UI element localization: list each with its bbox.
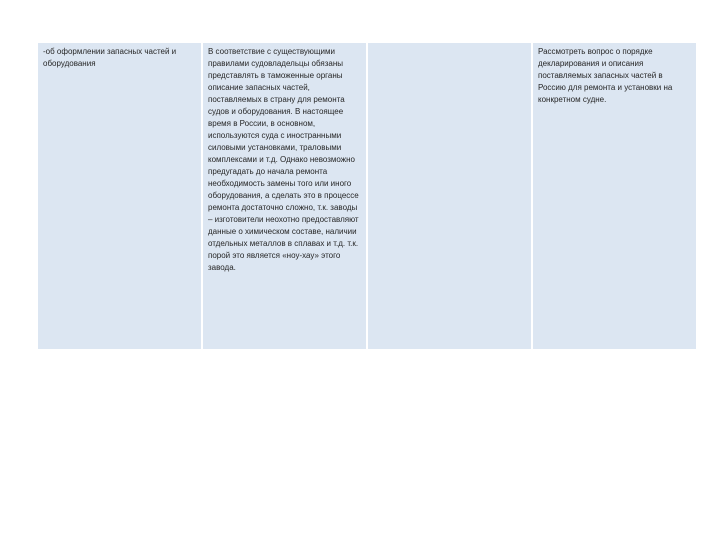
table-cell-description	[203, 43, 366, 349]
table-row	[38, 43, 696, 349]
table-cell-topic	[38, 43, 201, 349]
cell-text-topic: -об оформлении запасных частей и оборудования	[43, 47, 177, 68]
table-cell-empty	[368, 43, 531, 349]
issues-table	[36, 43, 698, 349]
cell-text-proposal: Рассмотреть вопрос о порядке декларирования и описания поставляемых запасных частей в Россию для ремонта и установки на конкретном судне.	[538, 47, 673, 104]
cell-text-description: В соответствие с существующими правилами судовладельцы обязаны представлять в таможенные органы описание запасных частей, поставляемых в страну для ремонта судов и оборудования. В настоящее время в России, в основном, используются суда с иностранными силовыми установками, траловыми комплексами и т.д. Однако невозможно предугадать до начала ремонта необходимость замены того или иного оборудования, а сделать это в процессе ремонта достаточно сложно, т.к. заводы – изготовители неохотно предоставляют данные о химическом составе, наличии отдельных металлов в сплавах и т.д. т.к. порой это является «ноу-хау» этого завода.	[208, 47, 359, 272]
table-cell-proposal	[533, 43, 696, 349]
